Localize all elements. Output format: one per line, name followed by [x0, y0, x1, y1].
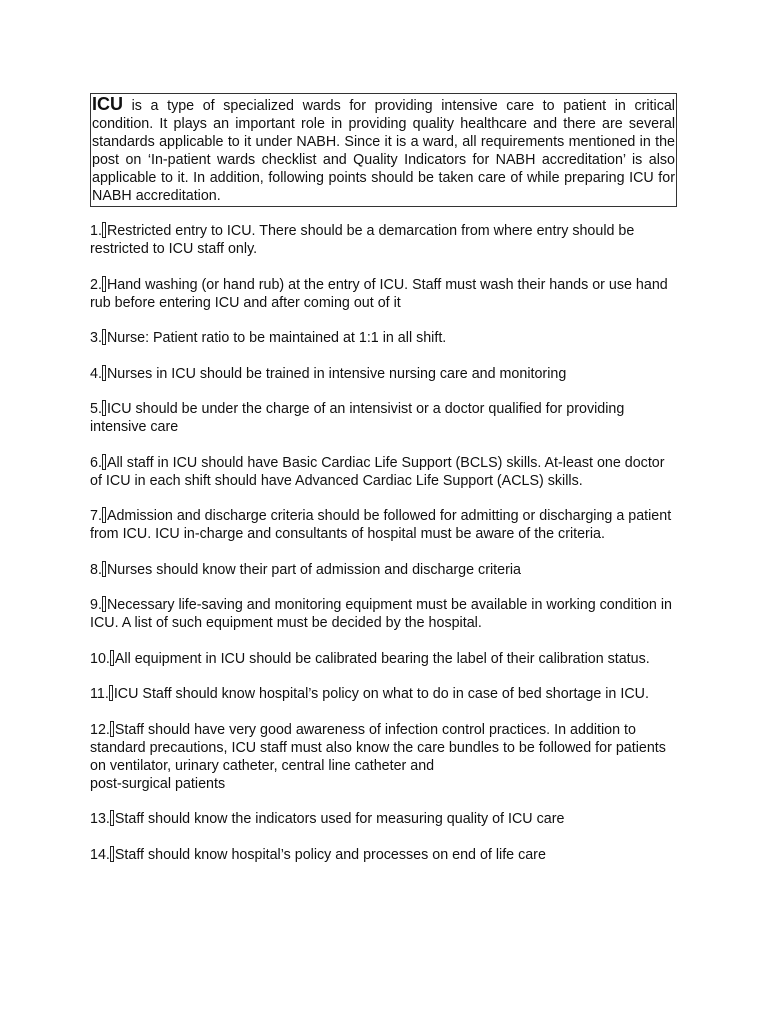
item-text: Staff should know hospital’s policy and processes on end of life care [114, 846, 546, 863]
list-item [90, 846, 680, 864]
item-text: All staff in ICU should have Basic Cardiac Life Support (BCLS) skills. At-least one doctor of ICU in each shift should have Advanced Cardiac Life Support (ACLS) skills. [90, 454, 665, 489]
bullet-box-icon [102, 222, 106, 238]
item-text: Hand washing (or hand rub) at the entry of ICU. Staff must wash their hands or use hand rub before entering ICU and after coming out of it [90, 276, 668, 311]
item-text: Nurses in ICU should be trained in intensive nursing care and monitoring [106, 365, 567, 382]
list-item [90, 329, 680, 347]
item-number: 4. [90, 365, 102, 382]
item-text: Restricted entry to ICU. There should be a demarcation from where entry should be restricted to ICU staff only. [90, 223, 635, 257]
item-number: 9. [90, 597, 102, 613]
item-text: Nurse: Patient ratio to be maintained at 1:1 in all shift. [106, 330, 447, 346]
item-text: Nurses should know their part of admission and discharge criteria [106, 561, 521, 578]
list-item [90, 507, 680, 543]
list-item [90, 454, 680, 490]
item-text: ICU should be under the charge of an intensivist or a doctor qualified for providing intensive care [90, 401, 625, 435]
item-number: 1. [90, 223, 102, 239]
item-number: 8. [90, 561, 102, 578]
item-number: 6. [90, 454, 102, 471]
list-item [90, 276, 680, 312]
item-text: All equipment in ICU should be calibrated bearing the label of their calibration status. [114, 650, 650, 667]
item-text: Admission and discharge criteria should be followed for admitting or discharging a patient from ICU. ICU in-charge and consultants of hospital must be aware of the criteria. [90, 508, 672, 542]
list-item [90, 685, 680, 703]
item-number: 11. [90, 686, 109, 702]
requirements-list [90, 222, 680, 881]
bullet-box-icon [102, 596, 106, 612]
item-number: 2. [90, 276, 102, 293]
list-item [90, 222, 680, 258]
item-number: 5. [90, 401, 102, 417]
bullet-box-icon [110, 650, 114, 666]
bullet-box-icon [102, 507, 106, 523]
list-item [90, 596, 680, 632]
list-item [90, 810, 680, 828]
bullet-box-icon [110, 846, 114, 862]
intro-text: is a type of specialized wards for providing intensive care to patient in critical condition. It plays an important role in providing quality healthcare and there are several standards applicable to it under NABH. Since it is a ward, all requirements mentioned in the post on ‘In-patient wards checklist and Quality Indicators for NABH accreditation’ is also applicable to it. In addition, following points should be taken care of while preparing ICU for NABH accreditation. [92, 98, 675, 204]
list-item [90, 721, 680, 793]
list-item [90, 561, 680, 579]
intro-keyword: ICU [92, 94, 123, 114]
item-number: 12. [90, 721, 110, 738]
bullet-box-icon [110, 721, 114, 737]
item-text: Staff should know the indicators used for measuring quality of ICU care [114, 811, 565, 827]
bullet-box-icon [109, 685, 113, 701]
item-text: Necessary life-saving and monitoring equipment must be available in working condition in ICU. A list of such equipment must be decided by the hospital. [90, 597, 672, 631]
bullet-box-icon [102, 365, 106, 381]
list-item [90, 400, 680, 436]
bullet-box-icon [102, 454, 106, 470]
bullet-box-icon [102, 400, 106, 416]
item-text: Staff should have very good awareness of infection control practices. In addition to standard precautions, ICU staff must also know the care bundles to be followed for patients on ventilator, urinary catheter, central line catheter and [90, 721, 666, 774]
list-item [90, 650, 680, 668]
bullet-box-icon [102, 561, 106, 577]
item-number: 7. [90, 508, 102, 524]
item-text: ICU Staff should know hospital’s policy on what to do in case of bed shortage in ICU. [113, 686, 649, 702]
item-number: 3. [90, 330, 102, 346]
list-item [90, 365, 680, 383]
intro-box [90, 93, 677, 207]
bullet-box-icon [102, 276, 106, 292]
bullet-box-icon [102, 329, 106, 345]
item-text-continued: post-surgical patients [90, 775, 226, 792]
item-number: 10. [90, 650, 110, 667]
bullet-box-icon [110, 810, 114, 826]
item-number: 14. [90, 846, 110, 863]
item-number: 13. [90, 811, 110, 827]
